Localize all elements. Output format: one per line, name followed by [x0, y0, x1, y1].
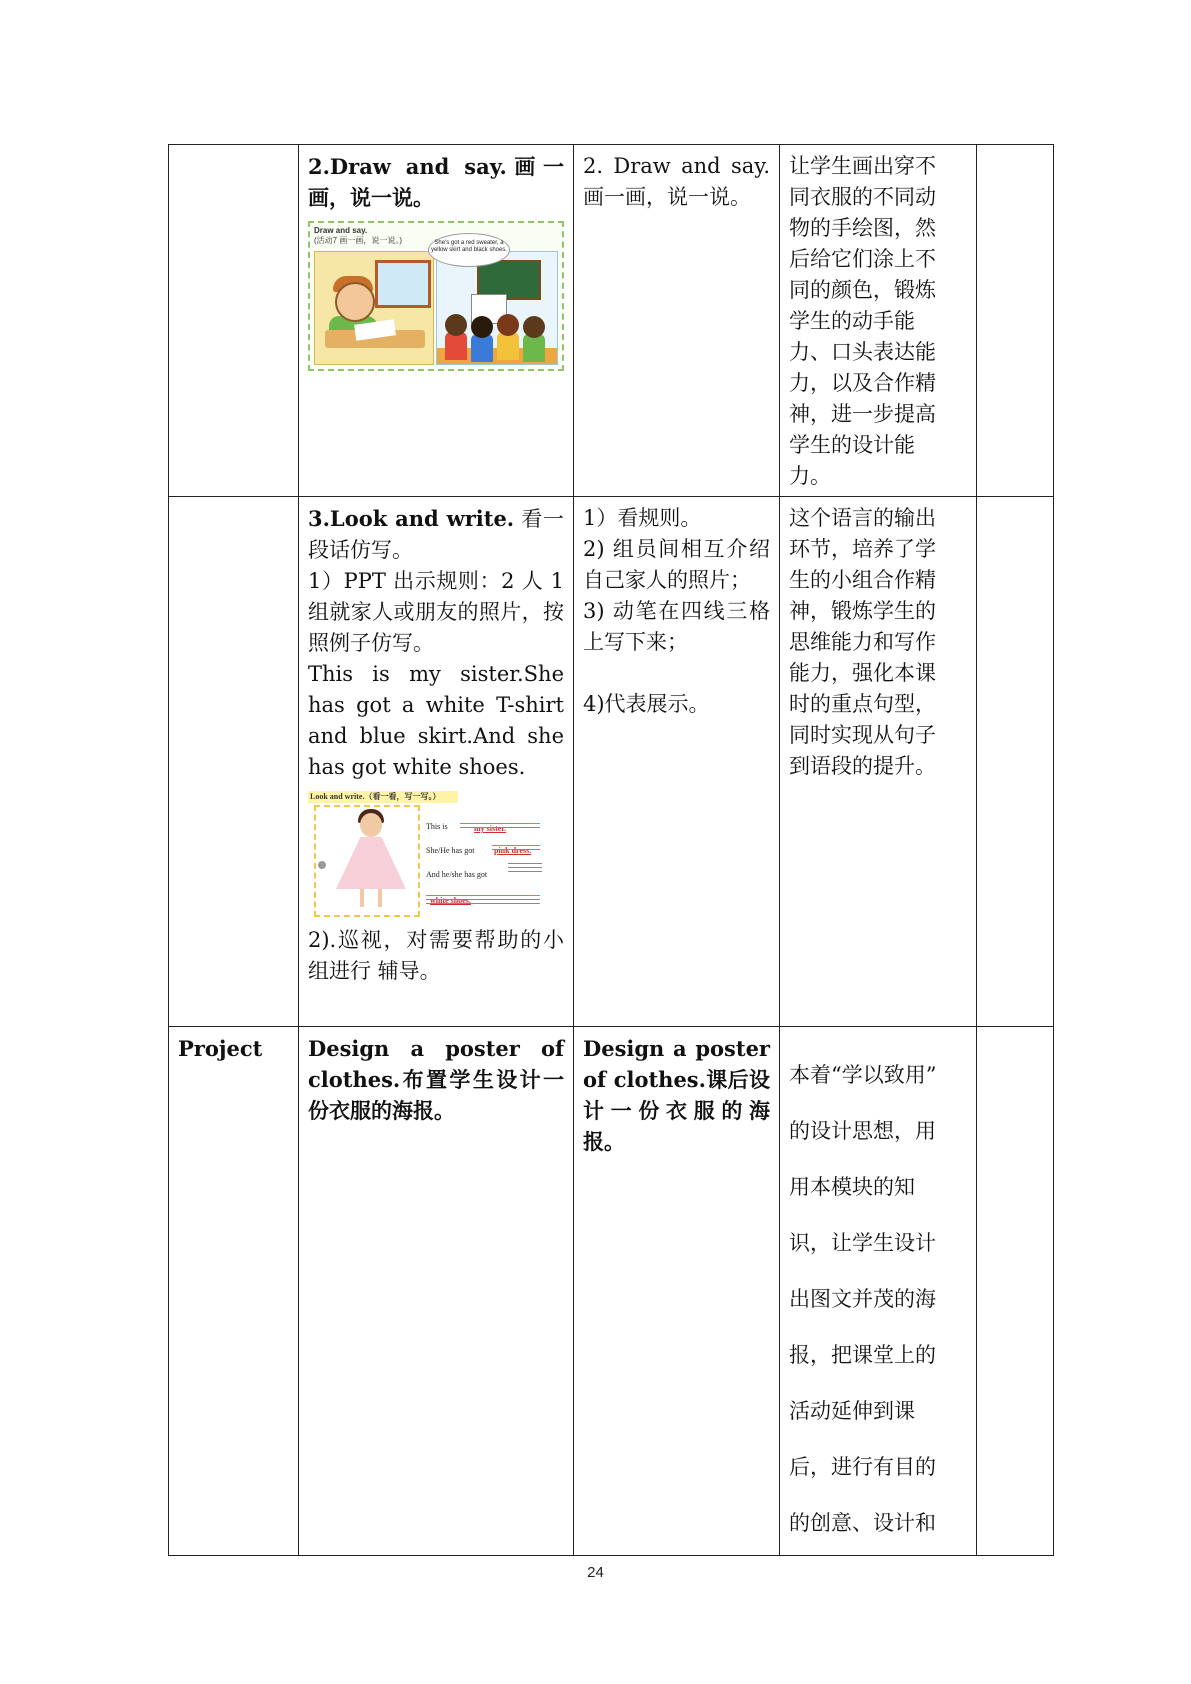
- line2-label: She/He has got: [426, 846, 475, 855]
- look-and-write-illustration: [308, 791, 544, 919]
- teacher-activity-cell: [299, 1027, 574, 1556]
- table-row: [169, 145, 1054, 497]
- line4-answer: white shoes.: [430, 896, 471, 905]
- purpose-line: 报，把课堂上的: [789, 1343, 936, 1367]
- purpose-line: 学生的动手能: [789, 309, 915, 333]
- purpose-line: 思维能力和写作: [789, 630, 936, 654]
- purpose-line: 识，让学生设计: [789, 1231, 936, 1255]
- student-step-1: 1）看规则。: [583, 506, 702, 530]
- purpose-line: 能力，强化本课: [789, 661, 936, 685]
- purpose-line: 生的小组合作精: [789, 568, 936, 592]
- activity-title-cn: 看一段话仿写。: [308, 507, 564, 562]
- student-project-text: Design a poster of clothes.课后设计一份衣服的海报。: [583, 1036, 770, 1154]
- drawing-boy-panel: [314, 251, 434, 365]
- stage-cell: [169, 145, 299, 497]
- student-activity-cell: [574, 1027, 780, 1556]
- table-row: [169, 1027, 1054, 1556]
- student-step-4: 4)代表展示。: [583, 692, 710, 716]
- example-text: This is my sister.She has got a white T-shirt and blue skirt.And she has got white shoes.: [308, 662, 564, 779]
- line1-label: This is: [426, 822, 448, 831]
- teacher-project-text: Design a poster of clothes.布置学生设计一份衣服的海报。: [308, 1036, 564, 1123]
- purpose-line: 本着“学以致用”: [789, 1063, 937, 1087]
- purpose-line: 环节，培养了学: [789, 537, 936, 561]
- teacher-activity-cell: [299, 497, 574, 1027]
- purpose-line: 后，进行有目的: [789, 1455, 936, 1479]
- notes-cell: [977, 1027, 1054, 1556]
- notes-cell: [977, 145, 1054, 497]
- activity-title: 2.Draw and say.画一画，说一说。: [308, 154, 564, 210]
- purpose-line: 力、口头表达能: [789, 340, 936, 364]
- purpose-line: 用本模块的知: [789, 1175, 915, 1199]
- purpose-line: 神，进一步提高: [789, 402, 936, 426]
- purpose-line: 同衣服的不同动: [789, 185, 936, 209]
- purpose-line: 时的重点句型，: [789, 692, 936, 716]
- stage-label: Project: [178, 1036, 263, 1061]
- illustration-header: Draw and say.: [314, 226, 368, 235]
- design-purpose-cell: [780, 1027, 977, 1556]
- activity-title: [308, 503, 564, 566]
- purpose-line: 后给它们涂上不: [789, 247, 936, 271]
- purpose-line: 这个语言的输出: [789, 506, 936, 530]
- purpose-line: 活动延伸到课: [789, 1399, 915, 1423]
- lesson-plan-table: [168, 144, 1054, 1556]
- design-purpose-cell: [780, 145, 977, 497]
- girl-photo: [360, 813, 382, 837]
- line1-answer: my sister.: [474, 824, 507, 833]
- activity-title-en: 3.Look and write.: [308, 506, 515, 531]
- speech-bubble: She's got a red sweater, a yellow skirt and black shoes.: [428, 233, 510, 267]
- teacher-step-2: 2).巡视，对需要帮助的小组进行 辅导。: [308, 928, 564, 983]
- notes-cell: [977, 497, 1054, 1027]
- purpose-line: 学生的设计能: [789, 433, 915, 457]
- line2-answer: pink dress.: [494, 846, 532, 855]
- stage-cell: [169, 1027, 299, 1556]
- line3-label: And he/she has got: [426, 870, 488, 879]
- student-activity-line: 画一画，说一说。: [583, 185, 751, 209]
- student-activity-cell: [574, 497, 780, 1027]
- student-activity-line: 2. Draw and say.: [583, 154, 770, 178]
- draw-and-say-illustration: [308, 221, 564, 371]
- purpose-line: 同的颜色，锻炼: [789, 278, 936, 302]
- purpose-line: 到语段的提升。: [789, 754, 936, 778]
- purpose-line: 让学生画出穿不: [789, 154, 936, 178]
- purpose-line: 的设计思想，用: [789, 1119, 936, 1143]
- student-activity-cell: [574, 145, 780, 497]
- table-row: [169, 497, 1054, 1027]
- teacher-step-1: 1）PPT 出示规则：2 人 1 组就家人或朋友的照片，按照例子仿写。: [308, 569, 564, 655]
- teacher-activity-cell: [299, 145, 574, 497]
- student-step-3: 3) 动笔在四线三格上写下来；: [583, 599, 770, 654]
- student-step-2: 2) 组员间相互介绍自己家人的照片；: [583, 537, 770, 592]
- purpose-line: 的创意、设计和: [789, 1511, 936, 1535]
- design-purpose-cell: [780, 497, 977, 1027]
- purpose-line: 力，以及合作精: [789, 371, 936, 395]
- classroom-panel: [436, 251, 558, 365]
- purpose-line: 神，锻炼学生的: [789, 599, 936, 623]
- illustration-subheader: (活动7 画一画，说一说。): [314, 236, 402, 245]
- purpose-line: 物的手绘图，然: [789, 216, 936, 240]
- page-number: 24: [587, 1564, 604, 1581]
- illustration-header: Look and write.（看一看，写一写。）: [308, 791, 458, 803]
- purpose-line: 出图文并茂的海: [789, 1287, 936, 1311]
- purpose-line: 同时实现从句子: [789, 723, 936, 747]
- stage-cell: [169, 497, 299, 1027]
- purpose-line: 力。: [789, 464, 831, 488]
